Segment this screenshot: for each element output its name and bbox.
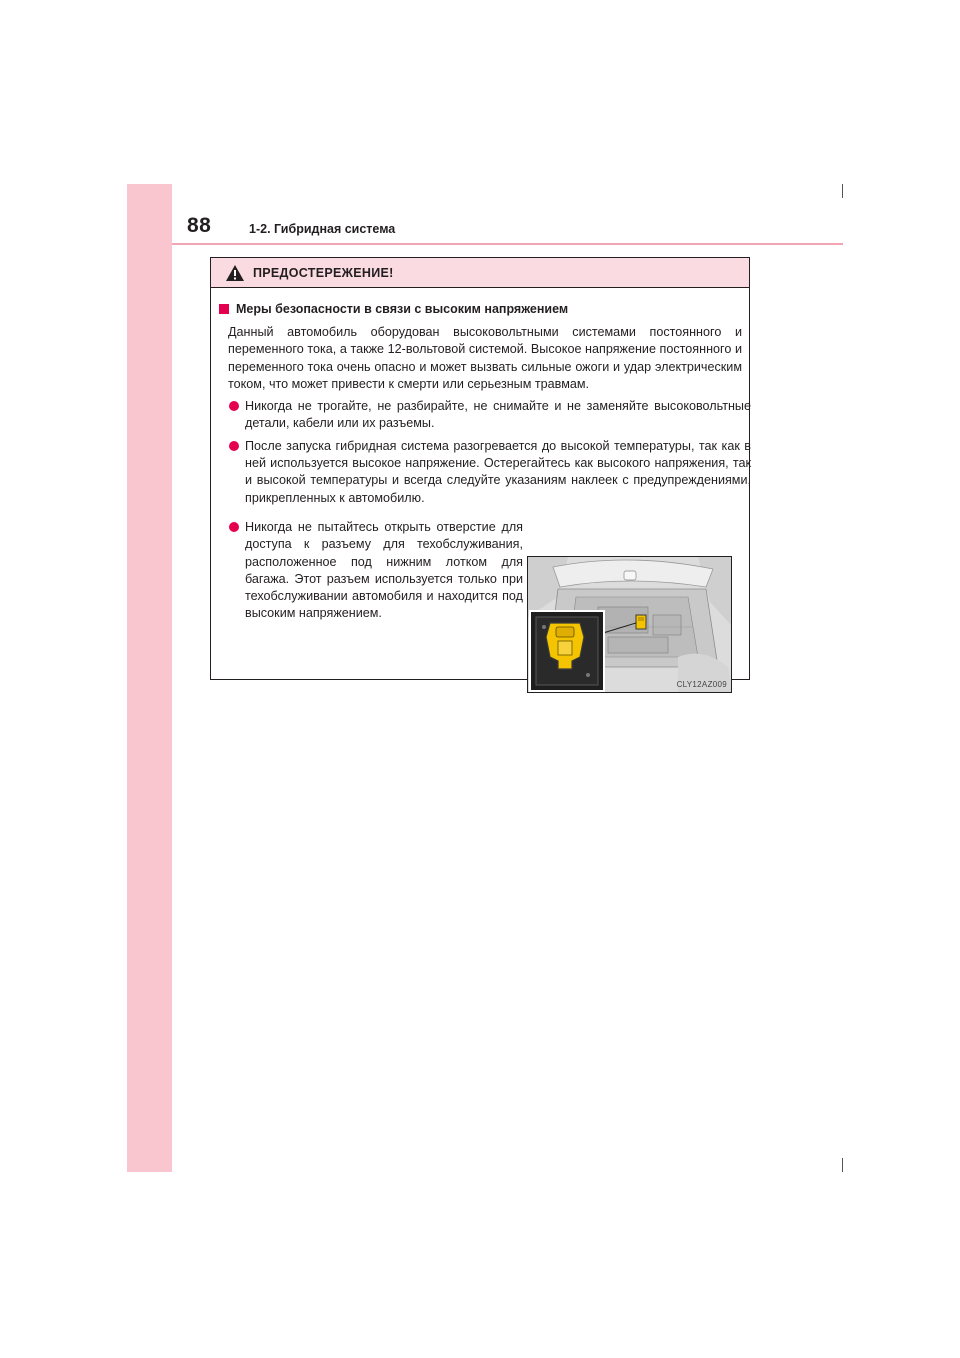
bullet-item [229, 519, 523, 623]
trunk-illustration [528, 557, 732, 693]
bullet-dot-icon [229, 401, 239, 411]
crop-mark-bottom [842, 1158, 843, 1172]
bullet-item [229, 438, 751, 507]
service-plug-illustration [527, 556, 732, 693]
caution-title: ПРЕДОСТЕРЕЖЕНИЕ! [253, 265, 394, 280]
crop-mark-top [842, 184, 843, 198]
page-number: 88 [187, 214, 212, 237]
section-title: 1-2. Гибридная система [249, 222, 396, 236]
square-bullet-icon [219, 304, 229, 314]
caution-header [211, 258, 749, 288]
header-rule [172, 243, 843, 245]
bullet-text: Никогда не трогайте, не разбирайте, не снимайте и не заменяйте высоковольтные детали, кабели или их разъемы. [245, 399, 751, 431]
intro-paragraph: Данный автомобиль оборудован высоковольтными системами постоянного и переменного тока, а также 12-вольтовой системой. Высокое напряжение постоянного и переменного тока очень опасно и может вызвать сильные ожоги и удар электрическим током, что может привести к смерти или серьезным травмам. [228, 325, 742, 391]
figure-code: CLY12AZ009 [676, 680, 727, 689]
bullet-dot-icon [229, 522, 239, 532]
bullet-item [229, 398, 751, 433]
caution-body [211, 288, 751, 689]
bullet-dot-icon [229, 441, 239, 451]
bullet-text: После запуска гибридная система разогревается до высокой температуры, так как в ней используется высокое напряжение. Остерегайтесь как высокого напряжения, так и высокой температуры и всегда следуйте указаниям наклеек с предупреждениями, прикрепленных к автомобилю. [245, 438, 751, 505]
bullet-text: Никогда не пытайтесь открыть отверстие для доступа к разъему для техобслуживания, расположенное под нижним лотком для багажа. Этот разъем используется только при техобслуживании автомобиля и находится под высоким напряжением. [245, 519, 523, 621]
caution-box [210, 257, 751, 689]
warning-triangle-icon [225, 264, 245, 282]
safety-subheading [219, 302, 741, 316]
side-color-band [127, 184, 172, 1172]
subheading-text: Меры безопасности в связи с высоким напряжением [236, 302, 569, 316]
